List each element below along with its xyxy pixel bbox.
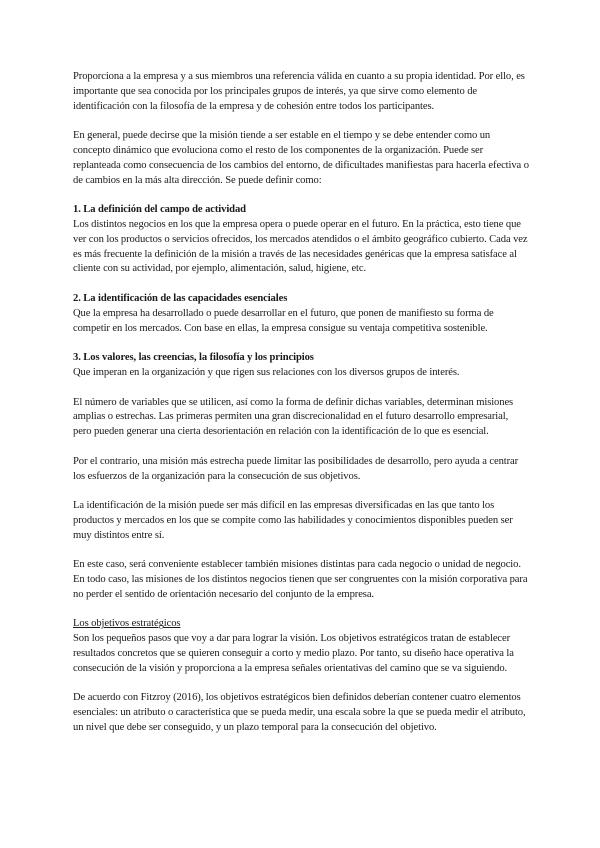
paragraph-fitzroy: De acuerdo con Fitzroy (2016), los objetivos estratégicos bien definidos deberían contener cuatro elementos esenciales: un atributo o característica que se pueda medir, una escala sobre la que se pueda medir el atributo, un nivel que debe ser conseguido, y un plazo temporal para la consecución del objetivo. [73, 692, 526, 734]
objectives-body: Son los pequeños pasos que voy a dar para lograr la visión. Los objetivos estratégicos tratan de establecer resultados concretos que se quieren conseguir a corto y medio plazo. Por tanto, su diseño hace operativa la consecución de la visión y proporciona a la empresa señales orientativas del camino que se va siguiendo. [73, 633, 514, 674]
paragraph-identity: Proporciona a la empresa y a sus miembros una referencia válida en cuanto a su propia identidad. Por ello, es importante que sea conocida por los principales grupos de interés, ya que sirve como elemento de identificación con la filosofía de la empresa y de cohesión entre todos los participantes. [73, 71, 525, 112]
section-title: 3. Los valores, las creencias, la filosofía y los principios [73, 352, 314, 364]
section-body: Los distintos negocios en los que la empresa opera o puede operar en el futuro. En la práctica, esto tiene que ver con los productos o servicios ofrecidos, los mercados atendidos o el ámbito geográfico cubierto. Cada vez es más frecuente la definición de la misión a través de las necesidades genéricas que la empresa satisface al cliente con su actividad, por ejemplo, alimentación, salud, higiene, etc. [73, 218, 528, 275]
section-body: Que imperan en la organización y que rigen sus relaciones con los diversos grupos de interés. [73, 366, 460, 378]
paragraph-narrow-mission: Por el contrario, una misión más estrecha puede limitar las posibilidades de desarrollo, pero ayuda a centrar los esfuerzos de la organización para la consecución de sus objetivos. [73, 455, 519, 482]
paragraph-business-units: En este caso, será conveniente establecer también misiones distintas para cada negocio o unidad de negocio. En todo caso, las misiones de los distintos negocios tienen que ser congruentes con la misión corporativa para no perder el sentido de orientación necesario del conjunto de la empresa. [73, 559, 528, 600]
section-body: Que la empresa ha desarrollado o puede desarrollar en el futuro, que ponen de manifiesto su forma de competir en los mercados. Con base en ellas, la empresa consigue su ventaja competitiva sostenible. [73, 307, 494, 334]
paragraph-variables: El número de variables que se utilicen, así como la forma de definir dichas variables, determinan misiones amplias o estrechas. Las primeras permiten una gran discrecionalidad en el futuro desarrollo empresarial, pero pueden generar una cierta desorientación en relación con la identificación de lo que es esencial. [73, 396, 514, 438]
paragraph-mission-stability: En general, puede decirse que la misión tiende a ser estable en el tiempo y se debe entender como un concepto dinámico que evoluciona como el resto de los componentes de la organización. Puede ser replanteada como consecuencia de los cambios del entorno, de dificultades manifiestas para hacerla efectiva o de cambios en la más alta dirección. Se puede definir como: [73, 130, 529, 186]
section-strategic-objectives [73, 617, 529, 676]
section-title: 2. La identificación de las capacidades esenciales [73, 292, 288, 304]
section-values [73, 351, 529, 381]
section-core-capabilities [73, 292, 529, 336]
objectives-heading: Los objetivos estratégicos [73, 618, 181, 630]
document-body [73, 70, 529, 751]
paragraph-diversified: La identificación de la misión puede ser más difícil en las empresas diversificadas en las que tanto los productos y mercados en los que se compite como las habilidades y conocimientos disponibles pueden ser muy distintos entre sí. [73, 500, 513, 541]
section-title: 1. La definición del campo de actividad [73, 204, 246, 216]
section-activity-field [73, 203, 529, 277]
